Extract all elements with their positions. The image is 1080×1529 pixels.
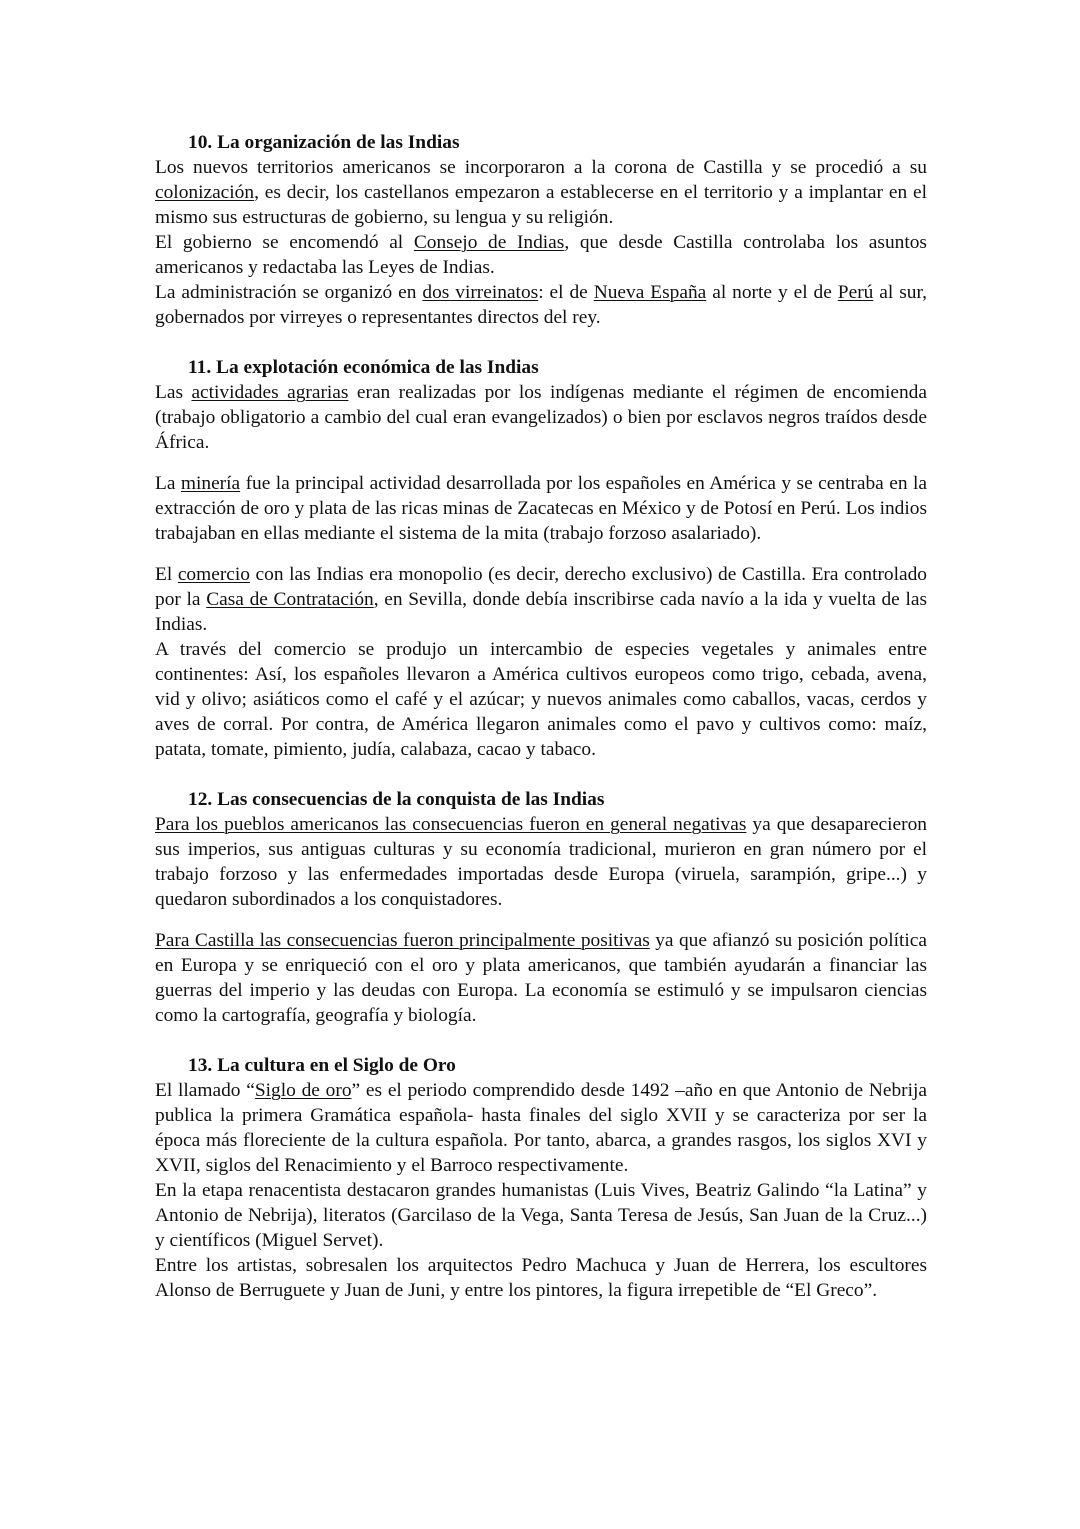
paragraph: El gobierno se encomendó al Consejo de Indias, que desde Castilla controlaba los asuntos americanos y redactaba las Leyes de Indias. [155, 232, 927, 278]
paragraph: El llamado “Siglo de oro” es el periodo comprendido desde 1492 –año en que Antonio de Nebrija publica la primera Gramática española- hasta finales del siglo XVII y se caracteriza por ser la época más floreciente de la cultura española. Por tanto, abarca, a grandes rasgos, los siglos XVI y XVII, siglos del Renacimiento y el Barroco respectivamente. [155, 1080, 927, 1176]
underlined-term: Casa de Contratación [206, 589, 374, 610]
section-title: 13. La cultura en el Siglo de Oro [188, 1055, 456, 1076]
section-spacer [155, 1028, 927, 1053]
underlined-term: actividades agrarias [191, 382, 349, 403]
underlined-term: comercio [177, 564, 250, 585]
underlined-term: colonización [155, 182, 255, 203]
underlined-term: Perú [837, 282, 874, 303]
paragraph: Las actividades agrarias eran realizadas por los indígenas mediante el régimen de encomienda (trabajo obligatorio a cambio del cual eran evangelizados) o bien por esclavos negros traídos desde África. [155, 382, 927, 453]
paragraph: Entre los artistas, sobresalen los arquitectos Pedro Machuca y Juan de Herrera, los escultores Alonso de Berruguete y Juan de Juni, y entre los pintores, la figura irrepetible de “El Greco”. [155, 1255, 927, 1301]
section-12 [155, 787, 927, 1028]
paragraph: A través del comercio se produjo un intercambio de especies vegetales y animales entre continentes: Así, los españoles llevaron a América cultivos europeos como trigo, cebada, avena, vid y olivo; asiáticos como el café y el azúcar; y nuevos animales como caballos, vacas, cerdos y aves de corral. Por contra, de América llegaron animales como el pavo y cultivos como: maíz, patata, tomate, pimiento, judía, calabaza, cacao y tabaco. [155, 639, 927, 760]
paragraph: Los nuevos territorios americanos se incorporaron a la corona de Castilla y se procedió a su colonización, es decir, los castellanos empezaron a establecerse en el territorio y a implantar en el mismo sus estructuras de gobierno, su lengua y su religión. [155, 157, 927, 228]
document-page [155, 130, 927, 1303]
underlined-term: Para Castilla las consecuencias fueron principalmente positivas [155, 930, 650, 951]
paragraph: En la etapa renacentista destacaron grandes humanistas (Luis Vives, Beatriz Galindo “la Latina” y Antonio de Nebrija), literatos (Garcilaso de la Vega, Santa Teresa de Jesús, San Juan de la Cruz...) y científicos (Miguel Servet). [155, 1180, 927, 1251]
section-11 [155, 355, 927, 762]
paragraph: Para los pueblos americanos las consecuencias fueron en general negativas ya que desaparecieron sus imperios, sus antiguas culturas y su economía tradicional, murieron en gran número por el trabajo forzoso y las enfermedades importadas desde Europa (viruela, sarampión, gripe...) y quedaron subordinados a los conquistadores. [155, 814, 927, 910]
section-title: 12. Las consecuencias de la conquista de las Indias [188, 789, 605, 810]
section-title: 10. La organización de las Indias [188, 132, 460, 153]
paragraph: La minería fue la principal actividad desarrollada por los españoles en América y se centraba en la extracción de oro y plata de las ricas minas de Zacatecas en México y de Potosí en Perú. Los indios trabajaban en ellas mediante el sistema de la mita (trabajo forzoso asalariado). [155, 473, 927, 544]
paragraph-spacer [155, 546, 927, 562]
paragraph-spacer [155, 912, 927, 928]
underlined-term: Para los pueblos americanos las consecuencias fueron en general negativas [155, 814, 747, 835]
underlined-term: Nueva España [593, 282, 707, 303]
paragraph: Para Castilla las consecuencias fueron principalmente positivas ya que afianzó su posición política en Europa y se enriqueció con el oro y plata americanos, que también ayudarán a financiar las guerras del imperio y las deudas con Europa. La economía se estimuló y se impulsaron ciencias como la cartografía, geografía y biología. [155, 930, 927, 1026]
section-title: 11. La explotación económica de las Indias [188, 357, 539, 378]
paragraph: La administración se organizó en dos virreinatos: el de Nueva España al norte y el de Perú al sur, gobernados por virreyes o representantes directos del rey. [155, 282, 928, 328]
paragraph-spacer [155, 455, 927, 471]
section-spacer [155, 762, 927, 787]
section-spacer [155, 330, 927, 355]
section-13 [155, 1053, 927, 1303]
underlined-term: Consejo de Indias [413, 232, 565, 253]
section-10 [155, 130, 927, 330]
paragraph: El comercio con las Indias era monopolio (es decir, derecho exclusivo) de Castilla. Era controlado por la Casa de Contratación, en Sevilla, donde debía inscribirse cada navío a la ida y vuelta de las Indias. [155, 564, 928, 635]
underlined-term: Siglo de oro [254, 1080, 352, 1101]
underlined-term: dos virreinatos [422, 282, 539, 303]
underlined-term: minería [180, 473, 241, 494]
